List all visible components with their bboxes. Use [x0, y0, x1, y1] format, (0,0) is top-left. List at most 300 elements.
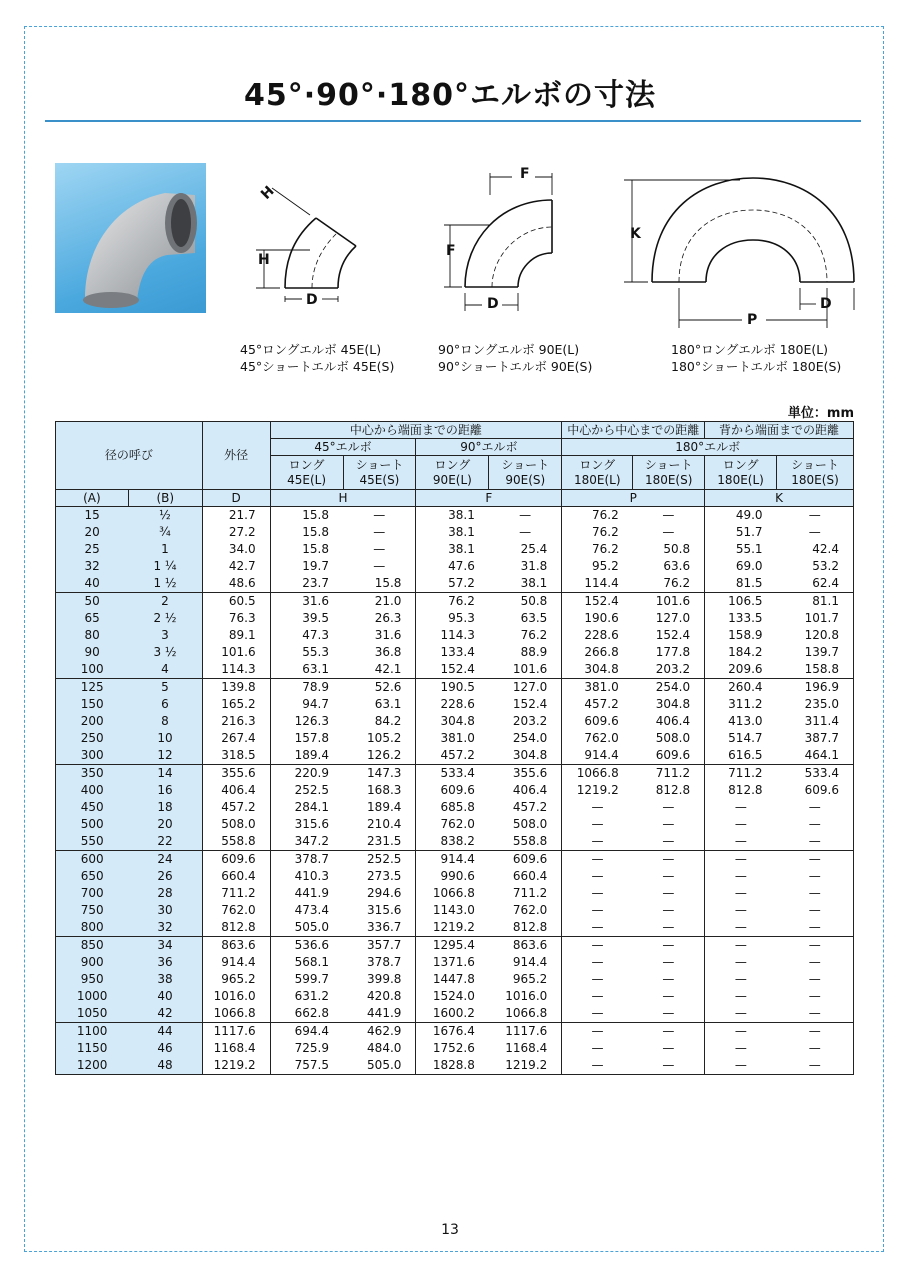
table-cell: —: [343, 524, 416, 541]
table-cell: —: [777, 954, 854, 971]
table-cell: 210.4: [343, 816, 416, 833]
table-cell: 40: [128, 988, 202, 1005]
table-cell: 812.8: [489, 919, 562, 937]
table-row: [56, 524, 854, 541]
table-cell: —: [562, 1057, 633, 1075]
table-cell: 1371.6: [416, 954, 489, 971]
table-cell: 300: [56, 747, 129, 765]
table-cell: —: [705, 954, 777, 971]
table-cell: 47.6: [416, 558, 489, 575]
table-cell: —: [343, 507, 416, 525]
table-cell: 190.5: [416, 679, 489, 697]
dimension-table-body: [56, 507, 854, 1075]
table-cell: 568.1: [270, 954, 343, 971]
table-cell: 168.3: [343, 782, 416, 799]
table-cell: 228.6: [562, 627, 633, 644]
table-cell: 550: [56, 833, 129, 851]
table-cell: 139.8: [202, 679, 270, 697]
table-cell: 711.2: [489, 885, 562, 902]
table-cell: 15.8: [270, 524, 343, 541]
table-cell: —: [777, 816, 854, 833]
label-d-180: D: [820, 296, 832, 312]
table-cell: 34.0: [202, 541, 270, 558]
table-cell: 250: [56, 730, 129, 747]
table-cell: 36: [128, 954, 202, 971]
table-cell: 52.6: [343, 679, 416, 697]
table-cell: 252.5: [343, 851, 416, 869]
table-cell: 558.8: [202, 833, 270, 851]
header-sym-p: P: [562, 490, 705, 507]
table-cell: 19.7: [270, 558, 343, 575]
table-cell: 101.6: [633, 593, 705, 611]
table-cell: 106.5: [705, 593, 777, 611]
table-cell: 78.9: [270, 679, 343, 697]
table-cell: 95.2: [562, 558, 633, 575]
table-cell: 336.7: [343, 919, 416, 937]
table-cell: 1150: [56, 1040, 129, 1057]
table-cell: —: [705, 919, 777, 937]
table-cell: —: [777, 902, 854, 919]
table-row: [56, 713, 854, 730]
table-cell: 65: [56, 610, 129, 627]
table-row: [56, 765, 854, 783]
caption-180: [671, 341, 841, 375]
table-cell: 631.2: [270, 988, 343, 1005]
header-back-end: 背から端面までの距離: [705, 422, 854, 439]
table-cell: —: [777, 885, 854, 902]
table-cell: 158.8: [777, 661, 854, 679]
table-cell: 1143.0: [416, 902, 489, 919]
header-45-short: ショート 45E(S): [343, 456, 416, 490]
table-cell: 609.6: [202, 851, 270, 869]
table-row: [56, 747, 854, 765]
header-sym-h: H: [270, 490, 416, 507]
table-cell: 15.8: [270, 541, 343, 558]
table-cell: 304.8: [416, 713, 489, 730]
table-cell: —: [633, 988, 705, 1005]
table-cell: 157.8: [270, 730, 343, 747]
table-cell: 254.0: [489, 730, 562, 747]
table-cell: —: [777, 937, 854, 955]
table-cell: 420.8: [343, 988, 416, 1005]
table-cell: 4: [128, 661, 202, 679]
table-cell: 318.5: [202, 747, 270, 765]
table-cell: 387.7: [777, 730, 854, 747]
table-cell: 5: [128, 679, 202, 697]
table-cell: 81.5: [705, 575, 777, 593]
table-cell: 95.3: [416, 610, 489, 627]
table-cell: —: [489, 524, 562, 541]
table-cell: 76.3: [202, 610, 270, 627]
table-cell: 34: [128, 937, 202, 955]
table-cell: —: [562, 937, 633, 955]
table-cell: 406.4: [202, 782, 270, 799]
table-row: [56, 868, 854, 885]
table-cell: 965.2: [489, 971, 562, 988]
table-cell: 1219.2: [416, 919, 489, 937]
table-cell: —: [705, 816, 777, 833]
table-row: [56, 1005, 854, 1023]
header-col-b: (B): [128, 490, 202, 507]
table-cell: 28: [128, 885, 202, 902]
table-cell: —: [562, 885, 633, 902]
table-cell: 94.7: [270, 696, 343, 713]
table-cell: —: [705, 1057, 777, 1075]
table-cell: 1: [128, 541, 202, 558]
table-cell: —: [705, 1023, 777, 1041]
table-cell: 599.7: [270, 971, 343, 988]
table-cell: 42.7: [202, 558, 270, 575]
caption-90-long: 90°ロングエルボ 90E(L): [438, 342, 580, 357]
table-cell: 1752.6: [416, 1040, 489, 1057]
label-h-vertical: H: [258, 252, 270, 268]
table-cell: 184.2: [705, 644, 777, 661]
table-cell: 126.3: [270, 713, 343, 730]
table-cell: 812.8: [705, 782, 777, 799]
table-cell: —: [633, 833, 705, 851]
table-cell: —: [562, 1005, 633, 1023]
table-cell: —: [562, 816, 633, 833]
table-row: [56, 541, 854, 558]
table-cell: 914.4: [489, 954, 562, 971]
table-cell: —: [633, 799, 705, 816]
table-cell: 14: [128, 765, 202, 783]
table-cell: 20: [128, 816, 202, 833]
table-cell: —: [777, 799, 854, 816]
table-cell: —: [777, 919, 854, 937]
table-row: [56, 782, 854, 799]
table-cell: —: [633, 1023, 705, 1041]
table-cell: 15.8: [343, 575, 416, 593]
table-cell: 1066.8: [562, 765, 633, 783]
unit-label: 単位：mm: [787, 406, 854, 421]
table-cell: —: [777, 868, 854, 885]
table-cell: 101.7: [777, 610, 854, 627]
page-title: 45°·90°·180°エルボの寸法: [244, 78, 656, 113]
table-cell: 838.2: [416, 833, 489, 851]
table-cell: 84.2: [343, 713, 416, 730]
table-cell: —: [562, 868, 633, 885]
table-cell: 196.9: [777, 679, 854, 697]
table-cell: 315.6: [270, 816, 343, 833]
table-cell: 500: [56, 816, 129, 833]
table-cell: —: [562, 988, 633, 1005]
title-rule: [45, 120, 861, 122]
table-cell: 20: [56, 524, 129, 541]
table-cell: 694.4: [270, 1023, 343, 1041]
table-cell: 1 ¼: [128, 558, 202, 575]
table-cell: —: [343, 558, 416, 575]
table-cell: 38: [128, 971, 202, 988]
table-cell: 266.8: [562, 644, 633, 661]
table-cell: 120.8: [777, 627, 854, 644]
table-cell: 133.4: [416, 644, 489, 661]
table-cell: 26: [128, 868, 202, 885]
table-cell: 750: [56, 902, 129, 919]
table-cell: 505.0: [270, 919, 343, 937]
header-center-center: 中心から中心までの距離: [562, 422, 705, 439]
table-cell: 26.3: [343, 610, 416, 627]
table-cell: 311.4: [777, 713, 854, 730]
table-row: [56, 988, 854, 1005]
table-cell: 1219.2: [202, 1057, 270, 1075]
header-90-long: ロング 90E(L): [416, 456, 489, 490]
table-cell: 1219.2: [562, 782, 633, 799]
table-cell: 189.4: [343, 799, 416, 816]
table-row: [56, 593, 854, 611]
caption-90: [438, 341, 592, 375]
table-cell: 21.0: [343, 593, 416, 611]
table-cell: 990.6: [416, 868, 489, 885]
table-cell: —: [633, 902, 705, 919]
table-cell: —: [562, 799, 633, 816]
table-cell: —: [633, 1005, 705, 1023]
table-cell: 177.8: [633, 644, 705, 661]
table-cell: 165.2: [202, 696, 270, 713]
table-cell: —: [633, 954, 705, 971]
table-cell: 267.4: [202, 730, 270, 747]
table-cell: 650: [56, 868, 129, 885]
table-cell: 62.4: [777, 575, 854, 593]
table-row: [56, 1057, 854, 1075]
table-cell: 63.1: [343, 696, 416, 713]
table-cell: —: [633, 1057, 705, 1075]
caption-180-short: 180°ショートエルボ 180E(S): [671, 359, 842, 374]
header-sym-k: K: [705, 490, 854, 507]
table-cell: 21.7: [202, 507, 270, 525]
table-cell: 406.4: [489, 782, 562, 799]
table-cell: —: [705, 988, 777, 1005]
caption-45: [240, 341, 394, 375]
table-cell: 900: [56, 954, 129, 971]
table-cell: 8: [128, 713, 202, 730]
table-cell: 533.4: [416, 765, 489, 783]
table-cell: 76.2: [562, 507, 633, 525]
table-cell: —: [705, 885, 777, 902]
label-k: K: [630, 226, 641, 242]
table-cell: —: [777, 507, 854, 525]
table-cell: ¾: [128, 524, 202, 541]
table-cell: —: [777, 1023, 854, 1041]
table-cell: 304.8: [633, 696, 705, 713]
table-cell: 914.4: [562, 747, 633, 765]
table-cell: 1117.6: [489, 1023, 562, 1041]
table-cell: 660.4: [489, 868, 562, 885]
table-cell: 38.1: [416, 507, 489, 525]
table-row: [56, 558, 854, 575]
table-cell: —: [777, 524, 854, 541]
table-cell: 950: [56, 971, 129, 988]
table-cell: 31.8: [489, 558, 562, 575]
table-cell: 1828.8: [416, 1057, 489, 1075]
table-row: [56, 954, 854, 971]
table-cell: —: [562, 971, 633, 988]
table-cell: —: [705, 902, 777, 919]
table-row: [56, 679, 854, 697]
table-cell: 42: [128, 1005, 202, 1023]
table-cell: 51.7: [705, 524, 777, 541]
table-cell: 457.2: [489, 799, 562, 816]
table-cell: 762.0: [416, 816, 489, 833]
table-cell: 1066.8: [202, 1005, 270, 1023]
table-cell: 304.8: [562, 661, 633, 679]
label-f-side: F: [446, 243, 456, 259]
table-cell: 462.9: [343, 1023, 416, 1041]
table-cell: —: [633, 937, 705, 955]
table-cell: 30: [128, 902, 202, 919]
table-row: [56, 833, 854, 851]
table-cell: 133.5: [705, 610, 777, 627]
table-cell: —: [777, 833, 854, 851]
table-cell: 76.2: [562, 524, 633, 541]
table-cell: 1200: [56, 1057, 129, 1075]
table-cell: 357.7: [343, 937, 416, 955]
table-cell: 1016.0: [202, 988, 270, 1005]
table-cell: 441.9: [270, 885, 343, 902]
table-cell: 410.3: [270, 868, 343, 885]
table-cell: 381.0: [416, 730, 489, 747]
table-cell: 53.2: [777, 558, 854, 575]
table-cell: 15.8: [270, 507, 343, 525]
table-cell: 24: [128, 851, 202, 869]
table-cell: 231.5: [343, 833, 416, 851]
elbow-photo-illustration: [55, 163, 206, 313]
table-row: [56, 610, 854, 627]
table-cell: 152.4: [562, 593, 633, 611]
caption-45-short: 45°ショートエルボ 45E(S): [240, 359, 395, 374]
table-cell: —: [489, 507, 562, 525]
caption-45-long: 45°ロングエルボ 45E(L): [240, 342, 382, 357]
table-cell: 42.4: [777, 541, 854, 558]
table-row: [56, 937, 854, 955]
table-cell: 57.2: [416, 575, 489, 593]
table-cell: 1447.8: [416, 971, 489, 988]
table-cell: 6: [128, 696, 202, 713]
table-cell: 48.6: [202, 575, 270, 593]
table-cell: 311.2: [705, 696, 777, 713]
table-cell: 114.3: [416, 627, 489, 644]
table-cell: 355.6: [489, 765, 562, 783]
table-cell: 660.4: [202, 868, 270, 885]
table-cell: 812.8: [202, 919, 270, 937]
table-cell: 12: [128, 747, 202, 765]
table-cell: 40: [56, 575, 129, 593]
table-cell: 48: [128, 1057, 202, 1075]
table-cell: 203.2: [633, 661, 705, 679]
table-cell: 38.1: [416, 524, 489, 541]
table-cell: 25.4: [489, 541, 562, 558]
table-cell: 441.9: [343, 1005, 416, 1023]
table-row: [56, 971, 854, 988]
table-cell: 457.2: [202, 799, 270, 816]
table-cell: 1066.8: [489, 1005, 562, 1023]
table-row: [56, 919, 854, 937]
table-cell: 220.9: [270, 765, 343, 783]
label-p: P: [747, 312, 758, 328]
label-h-diagonal: H: [258, 183, 278, 203]
table-cell: 260.4: [705, 679, 777, 697]
header-180-long-p: ロング 180E(L): [562, 456, 633, 490]
table-row: [56, 644, 854, 661]
table-cell: 1219.2: [489, 1057, 562, 1075]
table-cell: 25: [56, 541, 129, 558]
table-cell: —: [633, 851, 705, 869]
table-row: [56, 575, 854, 593]
table-cell: —: [562, 902, 633, 919]
table-cell: 355.6: [202, 765, 270, 783]
table-cell: 44: [128, 1023, 202, 1041]
table-cell: 50.8: [489, 593, 562, 611]
table-cell: 152.4: [416, 661, 489, 679]
table-cell: 76.2: [562, 541, 633, 558]
table-row: [56, 627, 854, 644]
table-cell: 850: [56, 937, 129, 955]
table-cell: 457.2: [562, 696, 633, 713]
table-cell: 450: [56, 799, 129, 816]
table-cell: 189.4: [270, 747, 343, 765]
table-cell: 863.6: [489, 937, 562, 955]
table-cell: —: [633, 919, 705, 937]
header-outer: 外径: [202, 422, 270, 490]
table-cell: 399.8: [343, 971, 416, 988]
table-cell: —: [633, 524, 705, 541]
table-cell: 413.0: [705, 713, 777, 730]
table-cell: —: [633, 1040, 705, 1057]
table-cell: 47.3: [270, 627, 343, 644]
table-cell: 2: [128, 593, 202, 611]
dimension-table: [55, 421, 854, 1075]
table-cell: 90: [56, 644, 129, 661]
table-cell: 23.7: [270, 575, 343, 593]
table-row: [56, 661, 854, 679]
table-row: [56, 507, 854, 525]
table-cell: 3 ½: [128, 644, 202, 661]
table-cell: —: [777, 988, 854, 1005]
table-cell: —: [562, 919, 633, 937]
table-cell: 378.7: [343, 954, 416, 971]
table-cell: 284.1: [270, 799, 343, 816]
table-cell: —: [705, 833, 777, 851]
caption-180-long: 180°ロングエルボ 180E(L): [671, 342, 829, 357]
table-cell: 1524.0: [416, 988, 489, 1005]
table-cell: 508.0: [489, 816, 562, 833]
table-row: [56, 851, 854, 869]
table-cell: 31.6: [270, 593, 343, 611]
header-col-a: (A): [56, 490, 129, 507]
table-cell: —: [705, 1040, 777, 1057]
table-cell: 101.6: [202, 644, 270, 661]
page-number: 13: [441, 1222, 459, 1238]
elbow-photo: [55, 163, 206, 313]
table-cell: 533.4: [777, 765, 854, 783]
table-cell: 536.6: [270, 937, 343, 955]
table-cell: 10: [128, 730, 202, 747]
table-cell: —: [777, 851, 854, 869]
table-cell: 80: [56, 627, 129, 644]
label-d-90: D: [487, 296, 499, 312]
table-cell: 762.0: [562, 730, 633, 747]
table-cell: 1295.4: [416, 937, 489, 955]
header-e90: 90°エルボ: [416, 439, 562, 456]
label-f-top: F: [520, 166, 530, 182]
table-cell: 101.6: [489, 661, 562, 679]
table-row: [56, 1023, 854, 1041]
table-cell: 63.6: [633, 558, 705, 575]
table-cell: 406.4: [633, 713, 705, 730]
table-cell: 1168.4: [489, 1040, 562, 1057]
table-cell: 76.2: [489, 627, 562, 644]
header-center-end: 中心から端面までの距離: [270, 422, 562, 439]
